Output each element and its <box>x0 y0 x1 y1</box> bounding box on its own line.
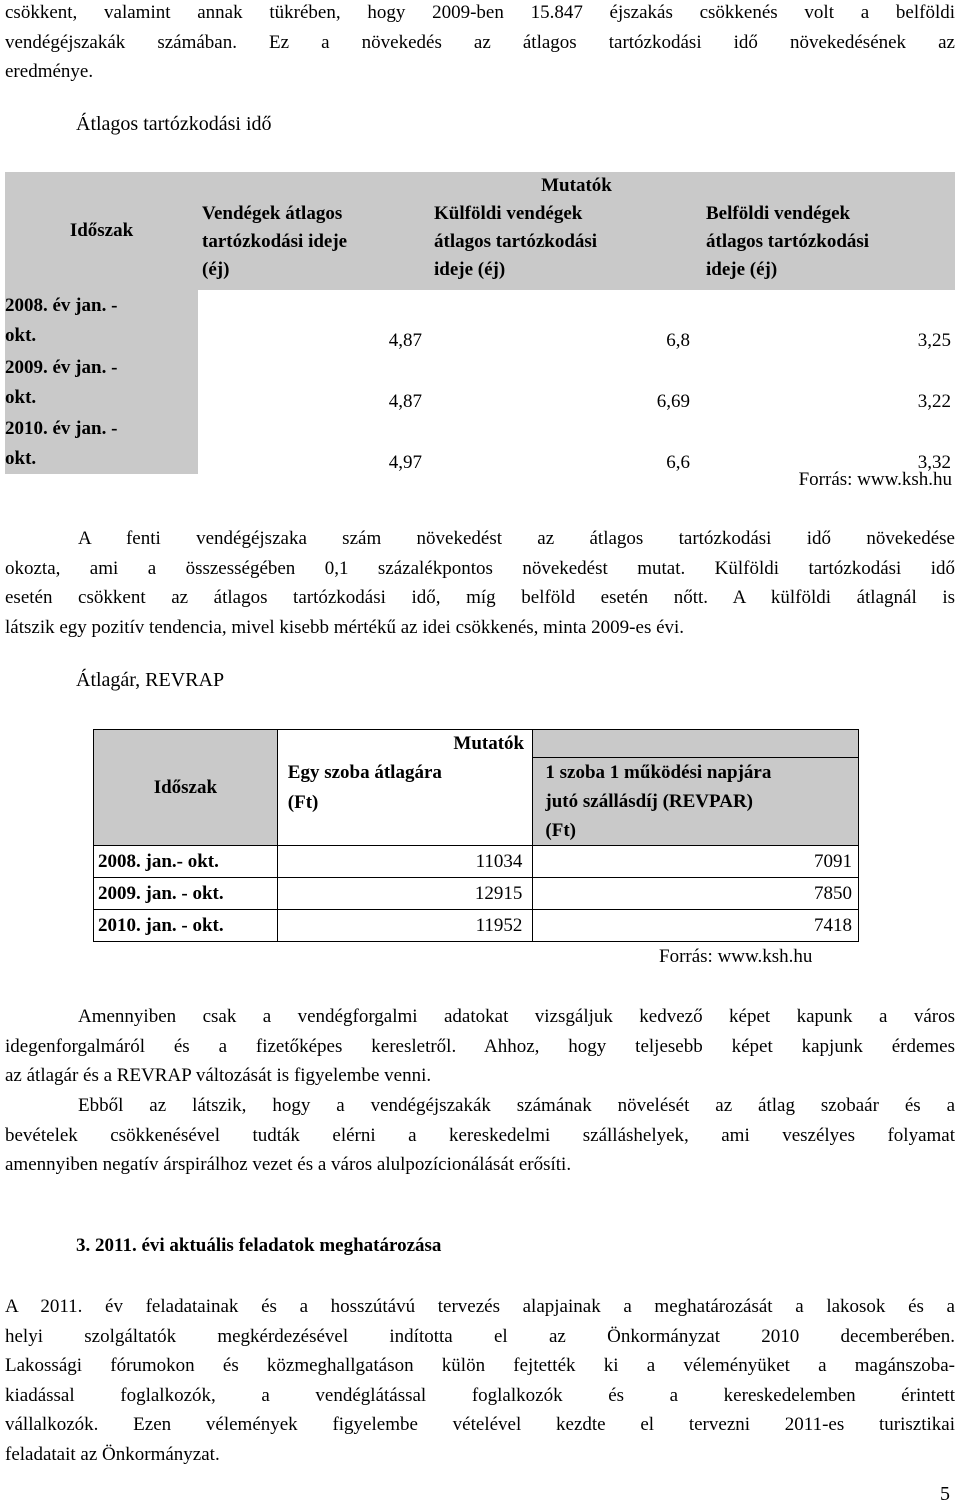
paragraph-line: Lakossági fórumokon és közmeghallgatáson külön fejtették ki a véleményüket a magánszoba- <box>5 1355 955 1376</box>
cell-foreign-stay: 6,69 <box>656 391 690 412</box>
col-period-header: Időszak <box>94 730 278 846</box>
section-heading: 3. 2011. évi aktuális feladatok meghatározása <box>76 1235 442 1256</box>
paragraph-2 <box>5 524 955 642</box>
row-period: 2009. jan. - okt. <box>94 878 278 910</box>
cell-revpar: 7850 <box>533 878 859 910</box>
paragraph-line: helyi szolgáltatók megkérdezésével indította el az Önkormányzat 2010 decemberében. <box>5 1325 955 1347</box>
table-row <box>94 910 859 942</box>
col-foreign-stay-header: Külföldi vendégek átlagos tartózkodási ideje (éj) <box>426 200 694 290</box>
cell-room-price: 12915 <box>277 878 533 910</box>
paragraph-line: kiadással foglalkozók, a vendéglátással foglalkozók és a kereskedelemben érintett <box>5 1384 955 1406</box>
cell-domestic-stay: 3,25 <box>917 330 951 351</box>
cell-domestic-stay: 3,32 <box>917 452 951 473</box>
paragraph-3 <box>5 1002 955 1091</box>
col-avg-stay-header: Vendégek átlagos tartózkodási ideje (éj) <box>198 200 426 290</box>
page-number: 5 <box>940 1483 950 1505</box>
paragraph-line: amennyiben negatív árspirálhoz vezet és a város alulpozícionálását erősíti. <box>5 1154 572 1175</box>
col-revpar-header: 1 szoba 1 működési napjára jutó szállásdíj (REVPAR) (Ft) <box>533 758 859 846</box>
cell-room-price: 11952 <box>277 910 533 942</box>
paragraph-line: az átlagár és a REVRAP változását is figyelembe venni. <box>5 1065 432 1086</box>
col-period-header: Időszak <box>5 172 198 290</box>
cell-domestic-stay: 3,22 <box>917 391 951 412</box>
row-period: 2009. év jan. - okt. <box>5 352 198 413</box>
cell-foreign-stay: 6,8 <box>666 330 690 351</box>
table-row <box>5 290 955 352</box>
table1-source: Forrás: www.ksh.hu <box>798 469 952 490</box>
group-header: Mutatók <box>533 730 859 758</box>
table-row <box>94 846 859 878</box>
paragraph-line: Amennyiben csak a vendégforgalmi adatokat vizsgáljuk kedvező képet kapunk a város <box>78 1006 955 1027</box>
cell-revpar: 7418 <box>533 910 859 942</box>
intro-line: vendégéjszakák számában. Ez a növekedés az átlagos tartózkodási idő növekedésének az <box>5 31 955 53</box>
paragraph-line: vállalkozók. Ezen vélemények figyelembe vételével kezdte el tervezni 2011-es turisztikai <box>5 1414 955 1435</box>
paragraph-line: A fenti vendégéjszaka szám növekedést az átlagos tartózkodási idő növekedése <box>78 528 955 549</box>
paragraph-4 <box>5 1091 955 1180</box>
paragraph-line: A 2011. év feladatainak és a hosszútávú tervezés alapjainak a meghatározását a lakosok és a <box>5 1296 955 1317</box>
paragraph-line: okozta, ami a összességében 0,1 százalékpontos növekedést mutat. Külföldi tartózkodási idő <box>5 557 955 579</box>
cell-room-price: 11034 <box>277 846 533 878</box>
table-row <box>5 413 955 474</box>
cell-avg-stay: 4,97 <box>388 452 422 473</box>
table-row <box>5 352 955 413</box>
paragraph-line: látszik egy pozitív tendencia, mivel kisebb mértékű az idei csökkenés, minta 2009-es évi. <box>5 616 685 638</box>
paragraph-5 <box>5 1292 955 1469</box>
cell-avg-stay: 4,87 <box>388 330 422 351</box>
paragraph-line: idegenforgalmáról és a fizetőképes keresletről. Ahhoz, hogy teljesebb képet kapjunk érdemes <box>5 1035 955 1057</box>
row-period: 2010. jan. - okt. <box>94 910 278 942</box>
paragraph-line: Ebből az látszik, hogy a vendégéjszakák számának növelését az átlag szobaár és a <box>78 1095 955 1116</box>
row-period: 2008. év jan. - okt. <box>5 290 198 352</box>
col-room-price-header: Egy szoba átlagára (Ft) <box>277 730 533 846</box>
paragraph-line: esetén csökkent az átlagos tartózkodási idő, míg belföld esetén nőtt. A külföldi átlagnál is <box>5 587 955 608</box>
cell-revpar: 7091 <box>533 846 859 878</box>
cell-foreign-stay: 6,6 <box>666 452 690 473</box>
table2-caption: Átlagár, REVRAP <box>76 669 225 691</box>
row-period: 2008. jan.- okt. <box>94 846 278 878</box>
paragraph-line: feladatait az Önkormányzat. <box>5 1443 220 1465</box>
cell-avg-stay: 4,87 <box>388 391 422 412</box>
group-header: Mutatók <box>198 172 955 200</box>
intro-line: eredménye. <box>5 61 94 82</box>
intro-line: csökkent, valamint annak tükrében, hogy 2009-ben 15.847 éjszakás csökkenés volt a belföldi <box>5 2 955 23</box>
row-period: 2010. év jan. - okt. <box>5 413 198 474</box>
col-domestic-stay-header: Belföldi vendégek átlagos tartózkodási ideje (éj) <box>694 200 955 290</box>
table1-caption: Átlagos tartózkodási idő <box>76 113 272 135</box>
paragraph-line: bevételek csökkenésével tudták elérni a kereskedelmi szálláshelyek, ami veszélyes folyamat <box>5 1124 955 1146</box>
table2-source: Forrás: www.ksh.hu <box>659 946 813 967</box>
stay-duration-table <box>5 172 955 474</box>
table-row <box>94 878 859 910</box>
avg-price-table <box>93 729 859 942</box>
intro-paragraph <box>5 0 955 87</box>
